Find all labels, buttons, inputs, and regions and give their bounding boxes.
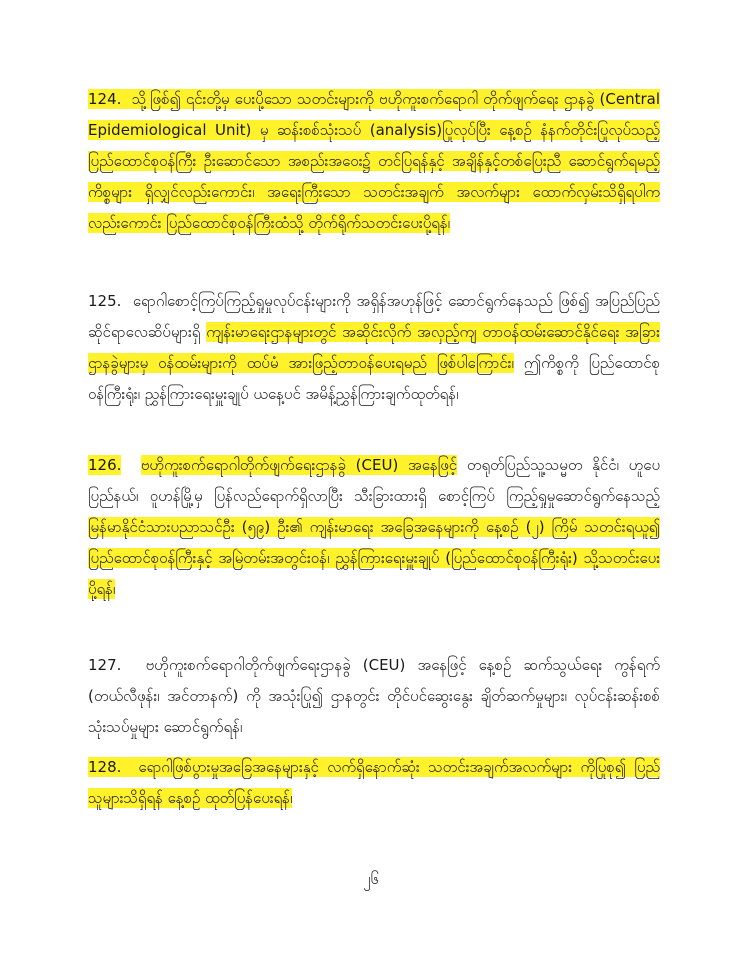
highlighted-text: သို့ဖြစ်၍ ၎င်းတို့မှ ပေးပို့သော သတင်းများကို ဗဟိုကူးစက်ရောဂါ တိုက်ဖျက်ရေး ဌာနခွဲ (Central Epidemiological Unit) မှ ဆန်းစစ်သုံးသပ် (analysis)ပြုလုပ်ပြီး နေ့စဉ် နံနက်တိုင်းပြုလုပ်သည့် ပြည်ထောင်စုဝန်ကြီး ဦးဆောင်သော အစည်းအဝေး၌ တင်ပြရန်နှင့် အချိန်နှင့်တစ်ပြေးညီ ဆောင်ရွက်ရမည့်ကိစ္စများ ရှိလျှင်လည်းကောင်း၊ အရေးကြီးသော သတင်းအချက် အလက်များ ထောက်လှမ်းသိရှိရပါက လည်းကောင်း ပြည်ထောင်စုဝန်ကြီးထံသို့ တိုက်ရိုက်သတင်းပေးပို့ရန်၊ <box>88 90 660 232</box>
paragraph-128 <box>88 752 660 814</box>
highlighted-text: ရောဂါဖြစ်ပွားမှုအခြေအနေများနှင့် လက်ရှိနောက်ဆုံး သတင်းအချက်အလက်များ ကိုပြုစု၍ ပြည်သူများသိရှိရန် နေ့စဉ် ထုတ်ပြန်ပေးရန်၊ <box>88 758 660 807</box>
highlighted-text: မြန်မာနိုင်ငံသားပညာသင်ဦး (၅၉) ဦး၏ ကျန်းမာရေး အခြေအနေများကို နေ့စဉ် (၂) ကြိမ် သတင်းရယူ၍ ပြည်ထောင်စုဝန်ကြီးနှင့် အမြဲတမ်းအတွင်းဝန်၊ ညွှန်ကြားရေးမှူးချုပ် (ပြည်ထောင်စုဝန်ကြီးရုံး) သို့သတင်းပေး ပို့ရန်၊ <box>88 518 660 598</box>
plain-text: ဗဟိုကူးစက်ရောဂါတိုက်ဖျက်ရေးဌာနခွဲ (CEU) အနေဖြင့် နေ့စဉ် ဆက်သွယ်ရေး ကွန်ရက် (တယ်လီဖုန်း၊ အင်တာနက်) ကို အသုံးပြု၍ ဌာနတွင်း တိုင်ပင်ဆွေးနွေး ချိတ်ဆက်မှုများ၊ လုပ်ငန်းဆန်းစစ် သုံးသပ်မှုများ ဆောင်ရွက်ရန်၊ <box>88 656 660 736</box>
paragraph-number: 127. <box>88 656 122 674</box>
paragraph-number: 125. <box>88 292 122 310</box>
plain-text: ရောဂါစောင့်ကြပ်ကြည့်ရှုမှုလုပ်ငန်းများကို အရှိန်အဟုန်ဖြင့် ဆောင်ရွက်နေသည် ဖြစ်၍ အပြည်ပြည်ဆိုင်ရာလေဆိပ်များရှိ <box>88 292 660 341</box>
highlighted-text: ကျန်းမာရေးဌာနများတွင် အဆိုင်းလိုက် အလှည့်ကျ တာဝန်ထမ်းဆောင်နိုင်ရေး အခြားဌာနခွဲများမှ ဝန်ထမ်းများကို ထပ်မံ အားဖြည့်တာဝန်ပေးရမည် ဖြစ်ပါကြောင်း၊ <box>88 323 660 372</box>
paragraph-number: 128. <box>88 758 122 776</box>
paragraph-number: 126. <box>88 456 122 474</box>
paragraph-126 <box>88 450 660 605</box>
paragraph-125 <box>88 286 660 410</box>
plain-text: တရုတ်ပြည်သူ့သမ္မတ နိုင်ငံ၊ ဟူပေပြည်နယ်၊ ဝူဟန်မြို့မှ ပြန်လည်ရောက်ရှိလာပြီး သီးခြားထားရှိ စောင့်ကြပ် ကြည့်ရှုမှုဆောင်ရွက်နေသည့် <box>88 456 660 505</box>
paragraph-number: 124. <box>88 90 122 108</box>
page-number: ၂၆ <box>363 870 379 888</box>
highlighted-text: ဗဟိုကူးစက်ရောဂါတိုက်ဖျက်ရေးဌာနခွဲ (CEU) အနေဖြင့် <box>140 456 458 474</box>
paragraph-127 <box>88 650 660 743</box>
paragraph-124 <box>88 84 660 239</box>
plain-text: ဤကိစ္စကို ပြည်ထောင်စုဝန်ကြီးရုံး၊ ညွှန်ကြားရေးမှူးချုပ် ယနေ့ပင် အမိန့်ညွှန်ကြားချက်ထုတ်ရန်၊ <box>88 354 661 403</box>
